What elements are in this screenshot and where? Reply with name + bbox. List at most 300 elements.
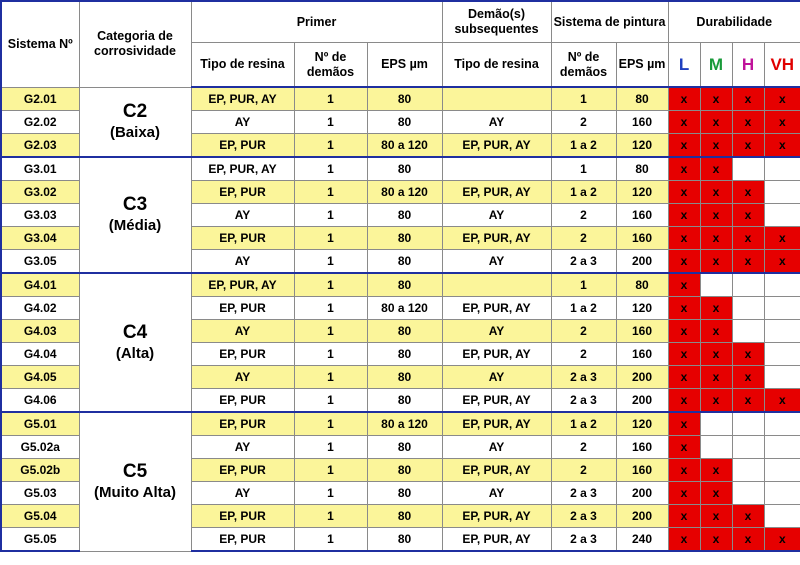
cell-primer-eps: 80 [367,273,442,297]
cell-sp-n-demaos: 1 [551,273,616,297]
durability-mark: x [680,532,688,546]
durability-h-cell [732,505,764,528]
durability-m-cell [700,389,732,413]
durability-l-cell [668,389,700,413]
durability-vh-cell [764,389,800,413]
durability-l-cell [668,227,700,250]
cell-primer-n-demaos: 1 [294,111,367,134]
durability-h-cell [732,366,764,389]
durability-mark: x [712,509,720,523]
header-durabilidade: Durabilidade [668,1,800,43]
cell-sistema: G3.01 [1,157,79,181]
cell-sp-eps: 200 [616,505,668,528]
durability-mark: x [778,92,786,106]
durability-vh-cell [764,227,800,250]
cell-primer-tipo: EP, PUR [191,459,294,482]
header-sp-eps: EPS µm [616,43,668,88]
cell-sub-tipo: AY [442,111,551,134]
cell-sub-tipo: EP, PUR, AY [442,528,551,552]
cell-primer-eps: 80 a 120 [367,412,442,436]
category-code: C3 [122,194,148,215]
durability-mark: x [680,231,688,245]
cell-primer-n-demaos: 1 [294,157,367,181]
cell-primer-tipo: EP, PUR [191,227,294,250]
cell-sp-n-demaos: 1 [551,157,616,181]
cell-sp-n-demaos: 2 [551,459,616,482]
cell-sp-n-demaos: 1 a 2 [551,134,616,158]
header-sistema: Sistema Nº [1,1,79,87]
cell-sistema: G5.02b [1,459,79,482]
durability-mark: x [712,370,720,384]
cell-primer-n-demaos: 1 [294,250,367,274]
durability-mark: x [712,254,720,268]
cell-primer-tipo: EP, PUR [191,134,294,158]
cell-sistema: G4.03 [1,320,79,343]
cell-sp-n-demaos: 1 a 2 [551,412,616,436]
durability-mark: x [712,486,720,500]
cell-sub-tipo: AY [442,366,551,389]
durability-mark: x [680,301,688,315]
cell-sp-eps: 200 [616,482,668,505]
durability-m-cell [700,436,732,459]
cell-primer-eps: 80 [367,320,442,343]
cell-sp-eps: 200 [616,389,668,413]
header-sistema-pintura: Sistema de pintura [551,1,668,43]
cell-sub-tipo: EP, PUR, AY [442,181,551,204]
durability-vh-cell [764,320,800,343]
durability-h-cell [732,343,764,366]
durability-h-cell [732,181,764,204]
durability-mark: x [744,254,752,268]
durability-m-cell [700,343,732,366]
category-level: (Alta) [115,344,155,362]
durability-m-cell [700,297,732,320]
cell-sp-n-demaos: 2 [551,343,616,366]
durability-vh-cell [764,505,800,528]
cell-sistema: G3.02 [1,181,79,204]
durability-h-cell [732,134,764,158]
cell-sistema: G4.04 [1,343,79,366]
durability-vh-cell [764,482,800,505]
cell-sp-eps: 80 [616,273,668,297]
cell-sistema: G5.01 [1,412,79,436]
durability-l-cell [668,273,700,297]
cell-primer-eps: 80 a 120 [367,297,442,320]
header-durability-l: L [668,43,700,88]
category-level: (Média) [108,217,162,234]
category-cell [79,412,191,551]
cell-sub-tipo: EP, PUR, AY [442,134,551,158]
durability-h-cell [732,436,764,459]
table-row [1,157,800,181]
cell-primer-n-demaos: 1 [294,87,367,111]
cell-sp-n-demaos: 2 [551,436,616,459]
durability-mark: x [680,347,688,361]
cell-sistema: G3.05 [1,250,79,274]
cell-sp-n-demaos: 2 [551,204,616,227]
category-cell [79,273,191,412]
cell-sp-n-demaos: 2 a 3 [551,366,616,389]
cell-primer-eps: 80 [367,204,442,227]
durability-l-cell [668,250,700,274]
durability-l-cell [668,111,700,134]
durability-l-cell [668,366,700,389]
durability-mark: x [680,138,688,152]
table-row [1,412,800,436]
durability-mark: x [712,208,720,222]
durability-mark: x [680,486,688,500]
cell-sp-n-demaos: 1 [551,87,616,111]
header-primer-eps: EPS µm [367,43,442,88]
cell-primer-tipo: AY [191,111,294,134]
cell-sp-n-demaos: 1 a 2 [551,297,616,320]
cell-primer-n-demaos: 1 [294,181,367,204]
cell-primer-tipo: EP, PUR [191,528,294,552]
durability-m-cell [700,505,732,528]
durability-mark: x [680,185,688,199]
header-primer: Primer [191,1,442,43]
cell-primer-eps: 80 [367,505,442,528]
category-cell [79,87,191,157]
durability-mark: x [680,115,688,129]
category-code: C4 [122,321,148,343]
category-level: (Muito Alta) [94,483,176,501]
header-categoria: Categoria de corrosividade [79,1,191,87]
durability-mark: x [680,370,688,384]
cell-sp-n-demaos: 2 [551,111,616,134]
cell-sp-n-demaos: 2 a 3 [551,389,616,413]
cell-sp-eps: 160 [616,436,668,459]
cell-primer-n-demaos: 1 [294,505,367,528]
header-sp-n-demaos: Nº de demãos [551,43,616,88]
durability-mark: x [712,347,720,361]
cell-primer-tipo: EP, PUR, AY [191,87,294,111]
durability-vh-cell [764,250,800,274]
cell-primer-eps: 80 a 120 [367,181,442,204]
cell-sub-tipo [442,157,551,181]
cell-primer-tipo: EP, PUR [191,505,294,528]
cell-sp-eps: 120 [616,297,668,320]
durability-l-cell [668,320,700,343]
durability-mark: x [744,185,752,199]
durability-mark: x [744,92,752,106]
cell-sub-tipo [442,87,551,111]
durability-h-cell [732,459,764,482]
durability-mark: x [712,115,720,129]
header-primer-n-demaos: Nº de demãos [294,43,367,88]
cell-sp-eps: 80 [616,157,668,181]
durability-mark: x [778,254,786,268]
category-code: C5 [122,460,148,482]
durability-vh-cell [764,436,800,459]
cell-primer-tipo: EP, PUR [191,297,294,320]
durability-l-cell [668,134,700,158]
durability-h-cell [732,204,764,227]
cell-sub-tipo: EP, PUR, AY [442,389,551,413]
category-cell [79,157,191,273]
cell-primer-eps: 80 [367,250,442,274]
cell-sp-eps: 160 [616,343,668,366]
cell-sp-n-demaos: 2 a 3 [551,482,616,505]
header-durability-h: H [732,43,764,88]
cell-sistema: G3.03 [1,204,79,227]
cell-primer-n-demaos: 1 [294,204,367,227]
cell-sub-tipo: EP, PUR, AY [442,459,551,482]
durability-mark: x [778,231,786,245]
durability-vh-cell [764,87,800,111]
cell-sistema: G2.02 [1,111,79,134]
table-row [1,273,800,297]
cell-primer-n-demaos: 1 [294,412,367,436]
cell-sp-n-demaos: 2 a 3 [551,528,616,552]
durability-l-cell [668,343,700,366]
durability-m-cell [700,204,732,227]
cell-primer-n-demaos: 1 [294,227,367,250]
durability-l-cell [668,204,700,227]
cell-sp-eps: 160 [616,320,668,343]
durability-mark: x [778,393,786,407]
cell-primer-tipo: EP, PUR [191,389,294,413]
cell-sp-n-demaos: 2 [551,227,616,250]
durability-mark: x [712,463,720,477]
durability-m-cell [700,181,732,204]
header-durability-m: M [700,43,732,88]
cell-sp-eps: 240 [616,528,668,552]
durability-l-cell [668,181,700,204]
durability-m-cell [700,528,732,552]
category-level: (Baixa) [109,123,161,141]
cell-primer-eps: 80 [367,366,442,389]
cell-primer-n-demaos: 1 [294,343,367,366]
cell-sp-eps: 160 [616,111,668,134]
cell-primer-n-demaos: 1 [294,482,367,505]
cell-sistema: G3.04 [1,227,79,250]
durability-mark: x [680,254,688,268]
durability-h-cell [732,482,764,505]
cell-primer-tipo: AY [191,366,294,389]
cell-sub-tipo: AY [442,204,551,227]
cell-primer-eps: 80 [367,343,442,366]
cell-sub-tipo: EP, PUR, AY [442,343,551,366]
durability-h-cell [732,320,764,343]
durability-vh-cell [764,297,800,320]
durability-m-cell [700,134,732,158]
durability-mark: x [680,417,688,431]
cell-sistema: G4.05 [1,366,79,389]
cell-primer-eps: 80 [367,482,442,505]
durability-l-cell [668,297,700,320]
cell-primer-eps: 80 [367,528,442,552]
cell-primer-n-demaos: 1 [294,297,367,320]
durability-l-cell [668,436,700,459]
durability-l-cell [668,87,700,111]
cell-sp-eps: 160 [616,227,668,250]
durability-mark: x [712,324,720,338]
category-code: C2 [122,100,148,122]
header-demaos-subsequentes: Demão(s) subsequentes [442,1,551,43]
cell-primer-tipo: AY [191,482,294,505]
durability-mark: x [744,208,752,222]
durability-mark: x [744,370,752,384]
durability-m-cell [700,273,732,297]
durability-mark: x [712,301,720,315]
cell-primer-tipo: AY [191,320,294,343]
durability-mark: x [712,162,720,176]
durability-h-cell [732,157,764,181]
durability-mark: x [712,231,720,245]
durability-h-cell [732,227,764,250]
durability-m-cell [700,366,732,389]
cell-primer-n-demaos: 1 [294,528,367,552]
durability-m-cell [700,459,732,482]
cell-primer-tipo: EP, PUR [191,412,294,436]
durability-mark: x [744,115,752,129]
cell-primer-eps: 80 [367,436,442,459]
durability-mark: x [778,115,786,129]
cell-sp-eps: 80 [616,87,668,111]
durability-mark: x [680,440,688,454]
durability-vh-cell [764,459,800,482]
durability-mark: x [712,185,720,199]
cell-sp-eps: 160 [616,459,668,482]
durability-vh-cell [764,366,800,389]
durability-l-cell [668,505,700,528]
durability-vh-cell [764,204,800,227]
durability-h-cell [732,111,764,134]
durability-vh-cell [764,273,800,297]
durability-m-cell [700,250,732,274]
durability-mark: x [744,393,752,407]
cell-primer-eps: 80 [367,459,442,482]
cell-primer-eps: 80 [367,389,442,413]
cell-sub-tipo: AY [442,482,551,505]
cell-sp-eps: 120 [616,134,668,158]
durability-l-cell [668,157,700,181]
cell-primer-tipo: AY [191,204,294,227]
durability-mark: x [680,324,688,338]
durability-mark: x [680,463,688,477]
durability-mark: x [744,347,752,361]
durability-mark: x [744,532,752,546]
durability-mark: x [680,208,688,222]
durability-m-cell [700,111,732,134]
durability-mark: x [744,138,752,152]
durability-l-cell [668,412,700,436]
cell-sp-eps: 200 [616,366,668,389]
durability-vh-cell [764,528,800,552]
cell-sub-tipo: EP, PUR, AY [442,505,551,528]
cell-primer-eps: 80 [367,227,442,250]
cell-primer-n-demaos: 1 [294,320,367,343]
cell-primer-n-demaos: 1 [294,389,367,413]
cell-primer-tipo: EP, PUR [191,181,294,204]
cell-primer-eps: 80 [367,157,442,181]
durability-vh-cell [764,181,800,204]
durability-l-cell [668,459,700,482]
durability-h-cell [732,389,764,413]
durability-vh-cell [764,134,800,158]
durability-mark: x [680,162,688,176]
durability-mark: x [778,138,786,152]
durability-mark: x [712,92,720,106]
durability-mark: x [744,231,752,245]
cell-sub-tipo: EP, PUR, AY [442,227,551,250]
durability-m-cell [700,227,732,250]
durability-h-cell [732,528,764,552]
cell-sub-tipo [442,273,551,297]
header-sub-tipo: Tipo de resina [442,43,551,88]
durability-l-cell [668,528,700,552]
durability-mark: x [680,509,688,523]
cell-primer-n-demaos: 1 [294,436,367,459]
cell-sistema: G2.03 [1,134,79,158]
cell-primer-n-demaos: 1 [294,273,367,297]
cell-primer-n-demaos: 1 [294,134,367,158]
cell-primer-tipo: EP, PUR, AY [191,273,294,297]
durability-mark: x [712,532,720,546]
durability-vh-cell [764,412,800,436]
durability-h-cell [732,297,764,320]
cell-sub-tipo: AY [442,250,551,274]
durability-m-cell [700,320,732,343]
durability-m-cell [700,87,732,111]
durability-vh-cell [764,343,800,366]
durability-mark: x [680,393,688,407]
durability-m-cell [700,412,732,436]
durability-vh-cell [764,157,800,181]
cell-sp-n-demaos: 2 a 3 [551,505,616,528]
durability-m-cell [700,482,732,505]
cell-primer-tipo: EP, PUR, AY [191,157,294,181]
durability-mark: x [712,393,720,407]
cell-sub-tipo: EP, PUR, AY [442,297,551,320]
cell-sp-n-demaos: 2 [551,320,616,343]
durability-h-cell [732,273,764,297]
cell-sp-eps: 120 [616,181,668,204]
durability-mark: x [712,138,720,152]
durability-h-cell [732,87,764,111]
cell-sp-n-demaos: 2 a 3 [551,250,616,274]
cell-primer-n-demaos: 1 [294,366,367,389]
header-primer-tipo: Tipo de resina [191,43,294,88]
cell-sistema: G4.02 [1,297,79,320]
cell-sistema: G4.06 [1,389,79,413]
cell-sub-tipo: EP, PUR, AY [442,412,551,436]
durability-m-cell [700,157,732,181]
cell-sistema: G5.05 [1,528,79,552]
cell-primer-tipo: EP, PUR [191,343,294,366]
cell-sp-eps: 200 [616,250,668,274]
cell-sistema: G5.03 [1,482,79,505]
durability-mark: x [744,509,752,523]
durability-mark: x [680,278,688,292]
durability-h-cell [732,412,764,436]
cell-primer-tipo: AY [191,250,294,274]
cell-primer-eps: 80 [367,87,442,111]
cell-sub-tipo: AY [442,436,551,459]
durability-mark: x [680,92,688,106]
cell-sp-eps: 160 [616,204,668,227]
header-durability-vh: VH [764,43,800,88]
cell-sub-tipo: AY [442,320,551,343]
durability-h-cell [732,250,764,274]
durability-l-cell [668,482,700,505]
durability-mark: x [778,532,786,546]
cell-sp-n-demaos: 1 a 2 [551,181,616,204]
cell-primer-eps: 80 [367,111,442,134]
cell-primer-n-demaos: 1 [294,459,367,482]
table-row [1,87,800,111]
